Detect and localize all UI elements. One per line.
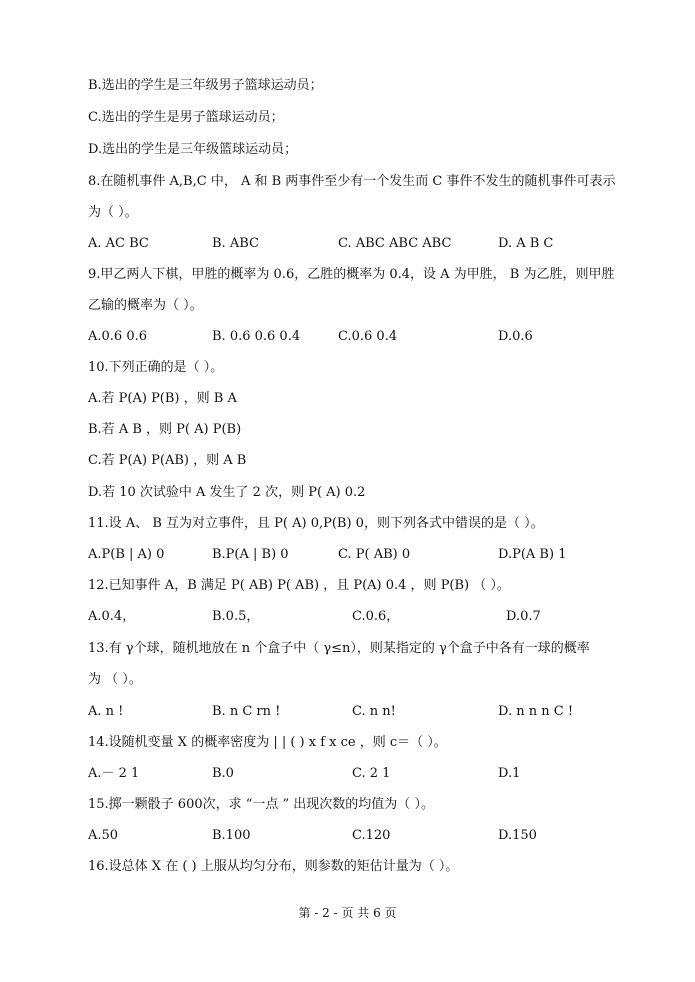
q14-option-a: A.－ 2 1: [88, 766, 140, 781]
q8-option-d: D. A B C: [498, 236, 554, 251]
q11-option-a: A.P(B | A) 0: [88, 547, 165, 562]
q10-option-b: B.若 A B ，则 P( A) P(B): [88, 422, 242, 437]
q10-option-c: C.若 P(A) P(AB) ，则 A B: [88, 453, 247, 468]
q9-option-b: B. 0.6 0.6 0.4: [212, 329, 301, 344]
question-14: 14.设随机变量 X 的概率密度为 | | ( ) x f x ce ，则 c＝（ ）。: [88, 735, 447, 750]
q12-option-b: B.0.5，: [212, 609, 260, 624]
q9-option-c: C.0.6 0.4: [338, 329, 398, 344]
q12-option-c: C.0.6，: [352, 609, 400, 624]
option-line: B.选出的学生是三年级男子篮球运动员；: [88, 78, 323, 93]
question-8-cont: 为（ ）。: [88, 205, 138, 220]
option-line: D.选出的学生是三年级篮球运动员；: [88, 142, 298, 157]
q10-option-a: A.若 P(A) P(B) ，则 B A: [88, 391, 237, 406]
question-16: 16.设总体 X 在 ( ) 上服从均匀分布，则参数的矩估计量为（ ）。: [88, 859, 459, 874]
q10-option-d: D.若 10 次试验中 A 发生了 2 次，则 P( A) 0.2: [88, 485, 366, 500]
q8-option-a: A. AC BC: [88, 236, 149, 251]
q12-option-d: D.0.7: [506, 609, 541, 624]
question-13: 13.有 γ个球，随机地放在 n 个盒子中（ γ≤n），则某指定的 γ个盒子中各有一球的概率: [88, 641, 590, 656]
q15-option-a: A.50: [88, 828, 119, 843]
page-footer: 第 - 2 - 页 共 6 页: [298, 906, 397, 920]
question-9: 9.甲乙两人下棋，甲胜的概率为 0.6，乙胜的概率为 0.4，设 A 为甲胜， B 为乙胜，则甲胜: [88, 267, 615, 282]
q14-option-d: D.1: [498, 766, 521, 781]
question-13-cont: 为 （ ）。: [88, 672, 142, 687]
q15-option-c: C.120: [352, 828, 391, 843]
q13-option-c: C. n n!: [352, 704, 396, 719]
question-10: 10.下列正确的是（ ）。: [88, 360, 224, 375]
question-8: 8.在随机事件 A,B,C 中， A 和 B 两事件至少有一个发生而 C 事件不发生的随机事件可表示: [88, 174, 616, 189]
q14-option-c: C. 2 1: [352, 766, 391, 781]
option-line: C.选出的学生是男子篮球运动员；: [88, 110, 284, 125]
q13-option-a: A. n !: [88, 704, 124, 719]
q15-option-d: D.150: [498, 828, 537, 843]
q12-option-a: A.0.4，: [88, 609, 136, 624]
question-12: 12.已知事件 A，B 满足 P( AB) P( AB) ，且 P(A) 0.4 ，则 P(B) （ ）。: [88, 578, 510, 593]
q11-option-d: D.P(A B) 1: [498, 547, 567, 562]
q8-option-b: B. ABC: [212, 236, 259, 251]
q11-option-b: B.P(A | B) 0: [212, 547, 289, 562]
q11-option-c: C. P( AB) 0: [338, 547, 411, 562]
q9-option-a: A.0.6 0.6: [88, 329, 148, 344]
q8-option-c: C. ABC ABC ABC: [338, 236, 452, 251]
question-15: 15.掷一颗骰子 600次，求 “一点 ” 出现次数的均值为（ ）。: [88, 797, 434, 812]
q9-option-d: D.0.6: [498, 329, 533, 344]
question-11: 11.设 A、 B 互为对立事件，且 P( A) 0,P(B) 0，则下列各式中错误的是（ ）。: [88, 516, 544, 531]
question-9-cont: 乙输的概率为（ ）。: [88, 298, 203, 313]
q15-option-b: B.100: [212, 828, 251, 843]
q14-option-b: B.0: [212, 766, 234, 781]
q13-option-b: B. n C rn !: [212, 704, 281, 719]
q13-option-d: D. n n n C !: [498, 704, 574, 719]
